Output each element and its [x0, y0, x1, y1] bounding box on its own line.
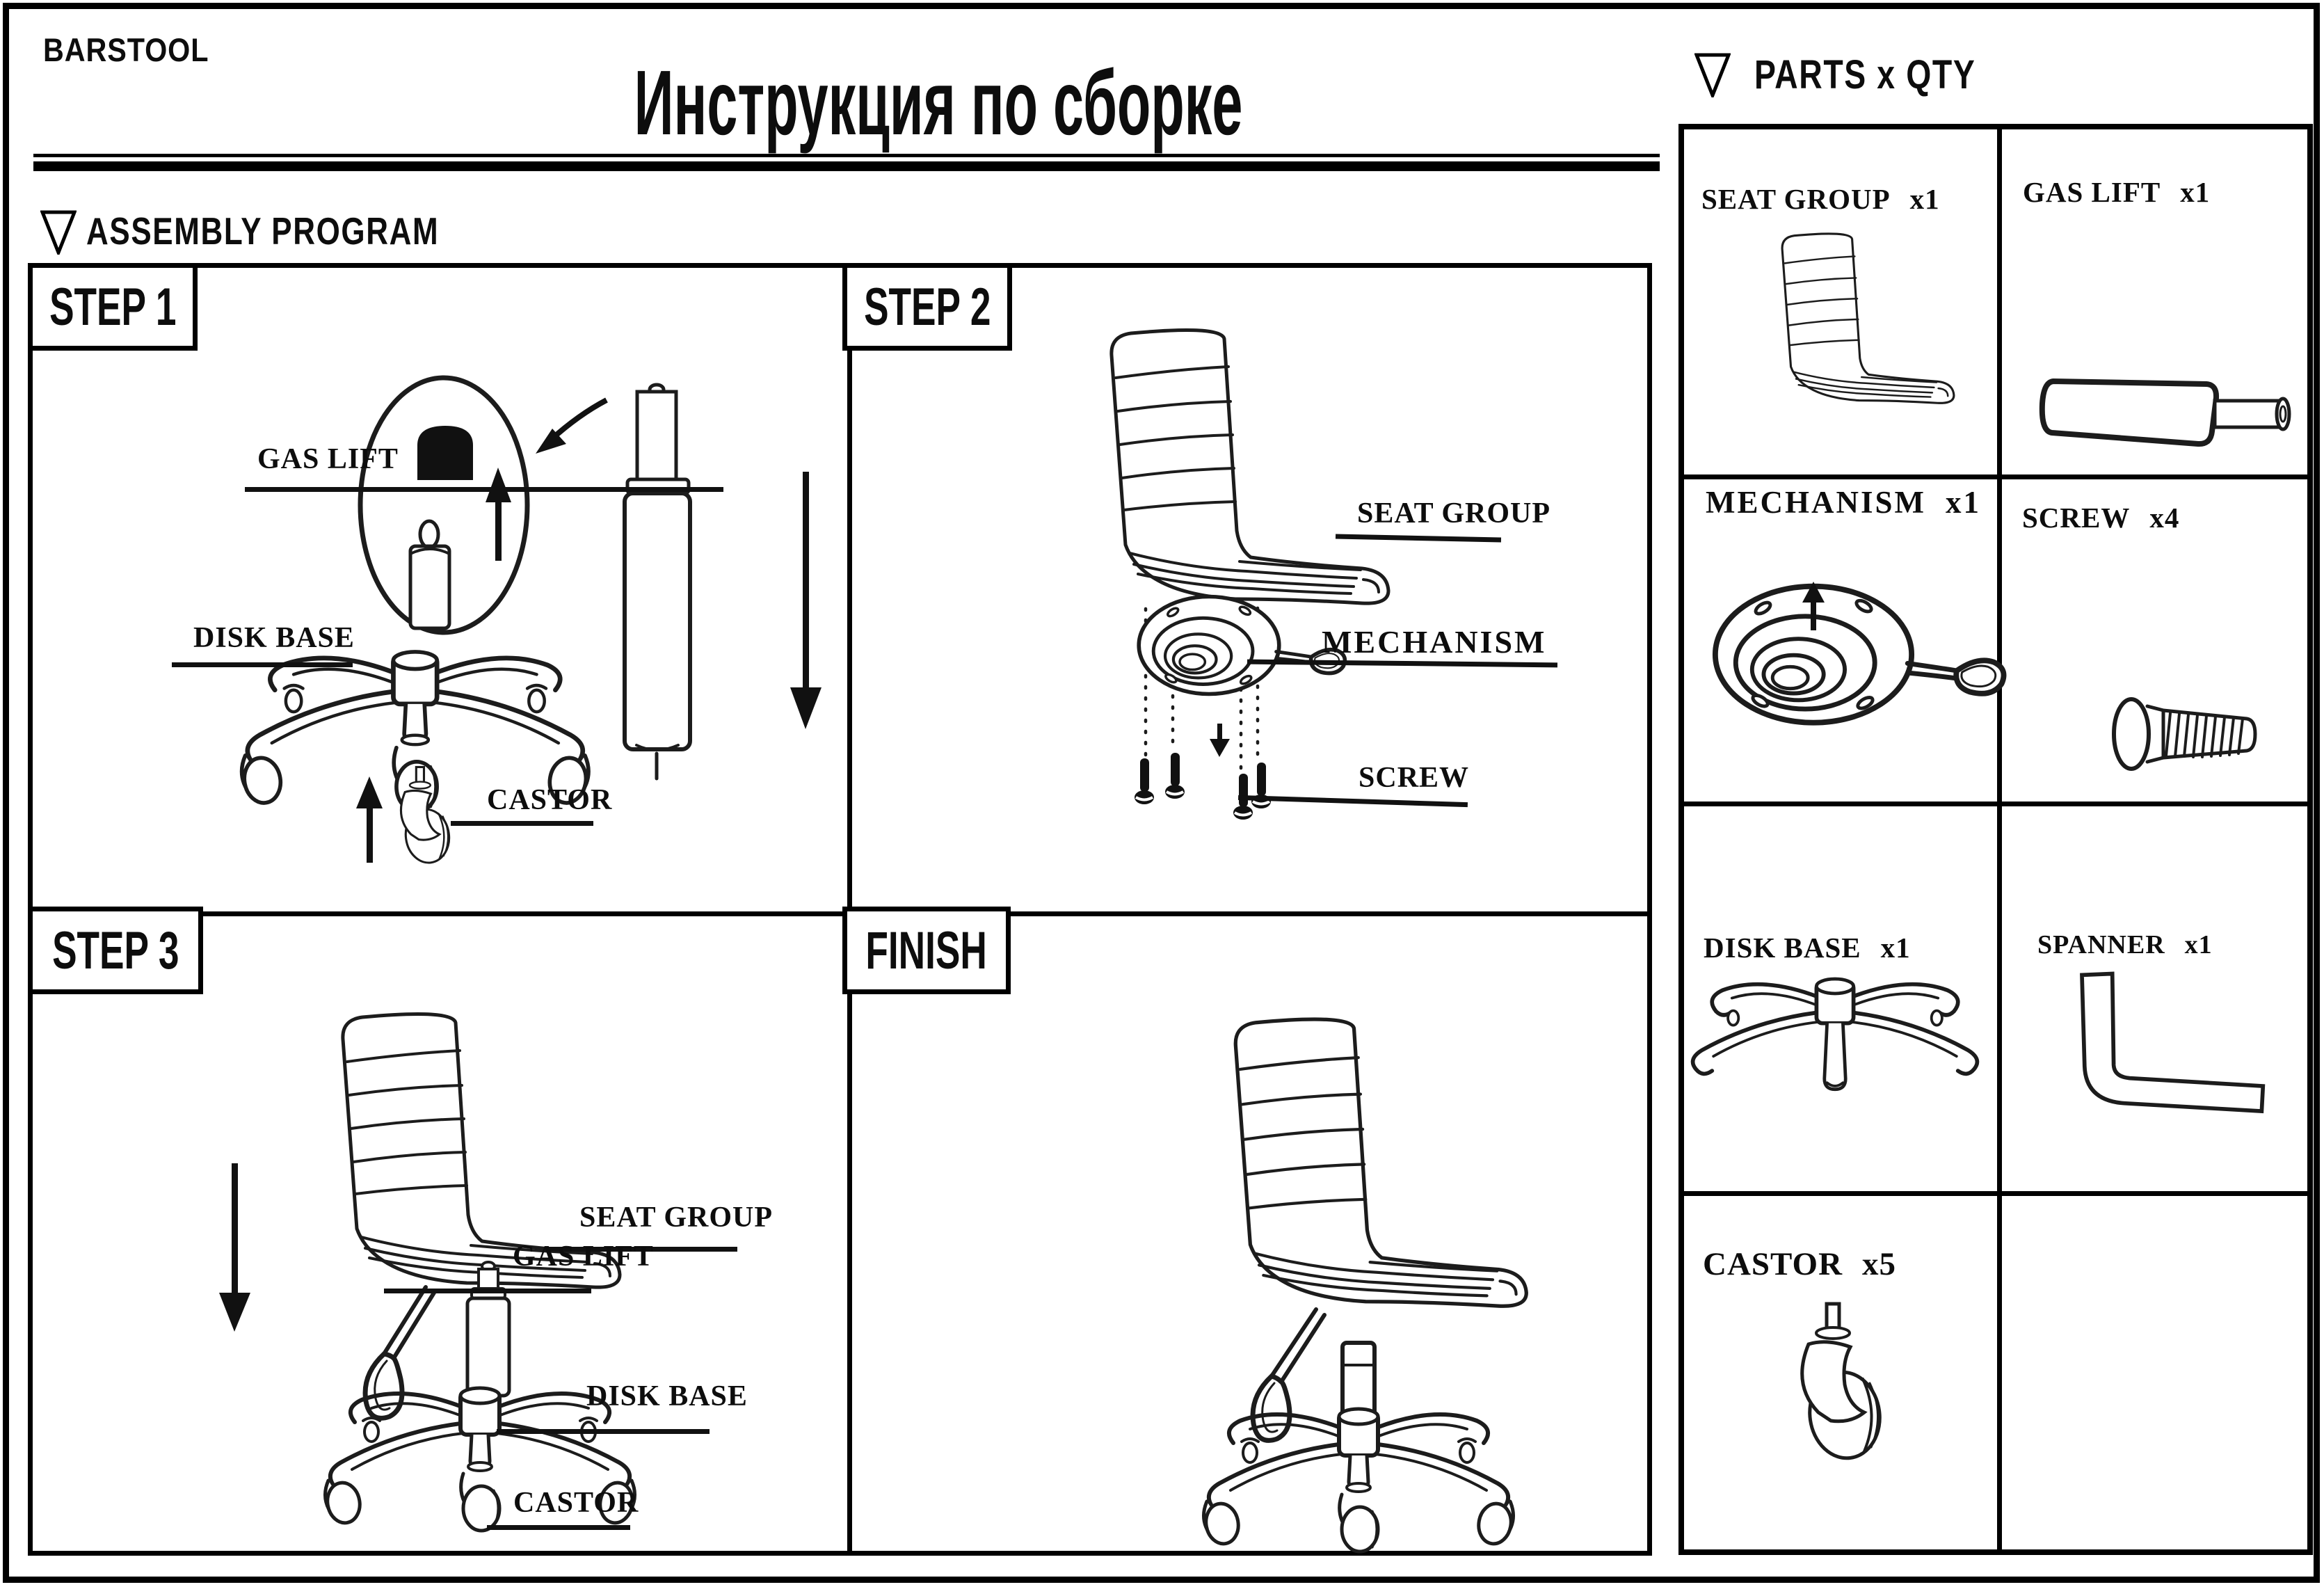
part-name: CASTOR	[1703, 1246, 1843, 1282]
gas-lift-drawing	[625, 385, 690, 779]
part-qty: x1	[2180, 176, 2211, 208]
assembly-heading-text: ASSEMBLY PROGRAM	[86, 209, 440, 253]
finish-diagram	[1203, 1019, 1526, 1552]
part-screw-drawing	[2114, 699, 2255, 769]
callout-castor: CASTOR	[487, 784, 613, 816]
part-label-castor	[1703, 1245, 1896, 1283]
step1-label-box	[28, 263, 198, 351]
assembled-stool-seat	[1235, 1019, 1526, 1306]
brand-text: BARSTOOL	[43, 31, 209, 68]
part-mechanism-drawing	[1715, 587, 2004, 723]
callout-gas-lift: GAS LIFT	[513, 1241, 654, 1273]
part-spanner-drawing	[2082, 974, 2263, 1112]
part-disk-base-drawing	[1693, 979, 1978, 1090]
callout-underline	[497, 1429, 710, 1434]
part-label-disk-base	[1704, 931, 1911, 964]
step2-label-box	[842, 263, 1012, 351]
finish-label-box	[842, 907, 1011, 994]
part-qty: x1	[1946, 485, 1981, 520]
parts-heading-text: PARTS x QTY	[1754, 52, 1976, 97]
step2-diagram	[1112, 330, 1388, 820]
part-name: SPANNER	[2037, 930, 2165, 959]
part-qty: x1	[1880, 932, 1911, 964]
down-arrow-icon	[232, 1163, 238, 1295]
part-gas-lift-drawing	[2042, 381, 2289, 444]
step3-label-box	[28, 907, 203, 994]
disk-base-drawing	[1203, 1409, 1514, 1552]
finish-label: FINISH	[865, 920, 988, 980]
up-arrow-icon	[1811, 600, 1816, 630]
callout-castor: CASTOR	[513, 1487, 639, 1519]
callout-underline	[451, 821, 593, 826]
pin-detail-icon	[417, 426, 473, 480]
part-label-spanner	[2037, 930, 2213, 960]
mechanism-drawing	[1139, 597, 1345, 694]
callout-disk-base: DISK BASE	[586, 1380, 748, 1412]
screws-drawing	[1135, 753, 1271, 820]
part-qty: x4	[2149, 502, 2180, 534]
callout-gas-lift: GAS LIFT	[257, 443, 399, 475]
part-name: DISK BASE	[1704, 932, 1861, 964]
part-name: MECHANISM	[1706, 485, 1926, 520]
callout-screw: SCREW	[1359, 762, 1470, 794]
callout-disk-base: DISK BASE	[193, 622, 355, 654]
part-castor-drawing	[1802, 1304, 1885, 1462]
part-label-gas-lift	[2023, 175, 2210, 209]
step2-label: STEP 2	[863, 277, 991, 337]
down-arrow-icon	[803, 472, 809, 687]
curved-arrow-icon	[551, 400, 607, 440]
step3-label: STEP 3	[51, 920, 179, 980]
callout-underline	[487, 1525, 630, 1530]
callout-underline	[172, 662, 353, 667]
up-arrow-icon	[495, 500, 502, 561]
part-label-seat-group	[1701, 182, 1940, 216]
step1-label: STEP 1	[49, 277, 177, 337]
part-name: GAS LIFT	[2023, 176, 2161, 208]
up-arrow-icon	[367, 807, 373, 863]
part-name: SEAT GROUP	[1701, 183, 1891, 215]
part-name: SCREW	[2022, 502, 2131, 534]
part-qty: x1	[2184, 930, 2213, 959]
part-seat-group-drawing	[1782, 234, 1954, 403]
part-qty: x5	[1862, 1246, 1897, 1282]
callout-seat-group: SEAT GROUP	[579, 1202, 773, 1234]
part-label-screw	[2022, 501, 2179, 534]
mechanism-lever-drawing	[365, 1287, 434, 1418]
part-label-mechanism	[1706, 484, 1981, 520]
part-qty: x1	[1909, 183, 1940, 215]
callout-underline	[384, 1289, 591, 1293]
page-title-text: Инструкция по сборке	[634, 51, 1243, 154]
callout-seat-group: SEAT GROUP	[1357, 497, 1550, 529]
callout-mechanism: MECHANISM	[1322, 624, 1547, 660]
seat-group-drawing	[1112, 330, 1388, 604]
callout-underline	[245, 487, 723, 492]
